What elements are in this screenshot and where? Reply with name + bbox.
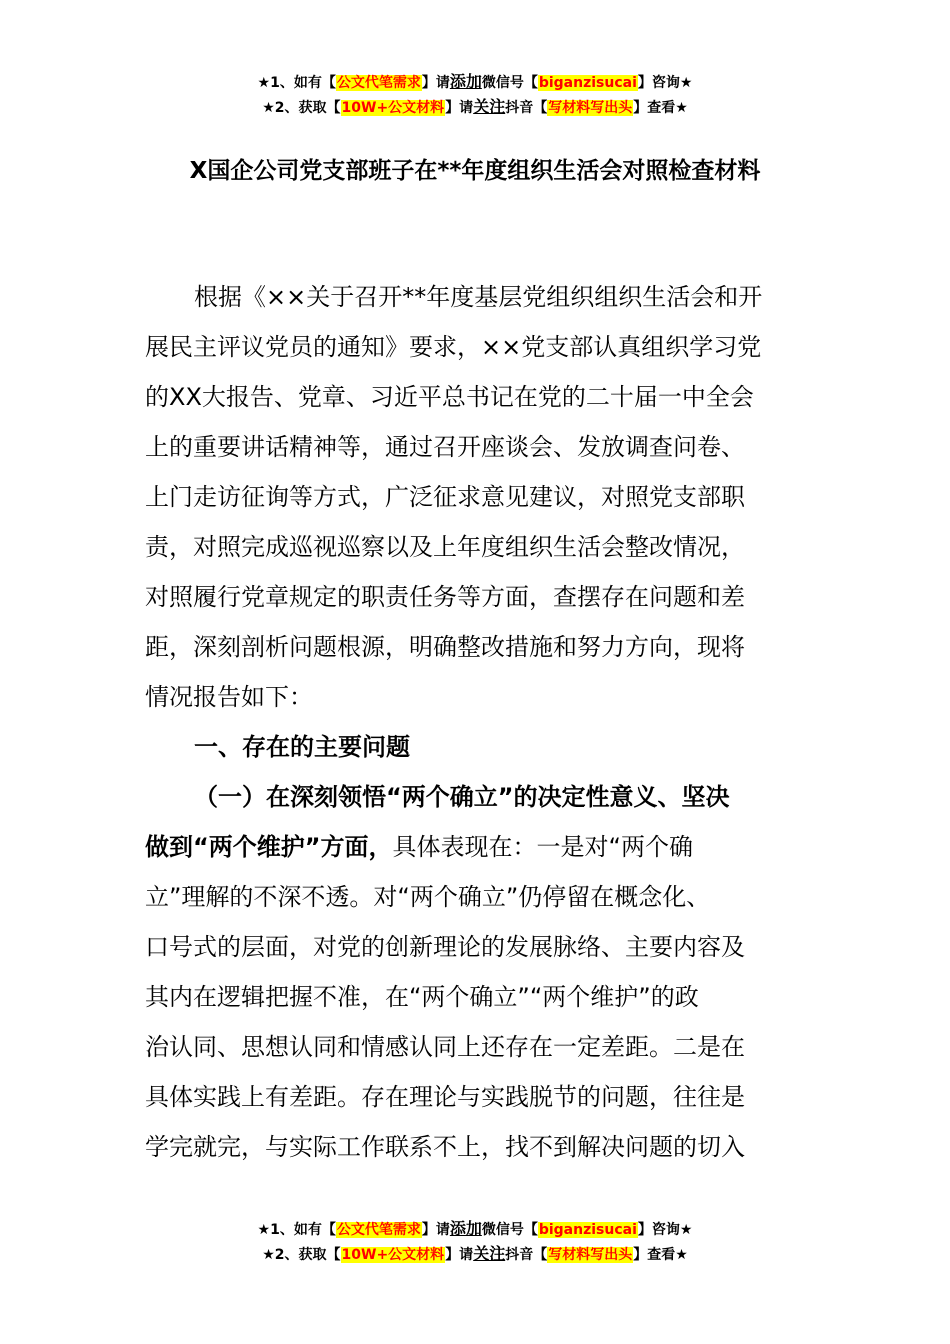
banner-text: 】咨询★	[637, 1222, 693, 1238]
banner-text: ★2、获取【	[262, 1247, 341, 1263]
banner-text: 抖音【	[505, 100, 548, 116]
emphasis-add: 添加	[449, 1219, 482, 1238]
subsection-heading-cont: 做到“两个维护”方面，	[145, 833, 393, 861]
banner-text: 】咨询★	[637, 75, 693, 91]
highlight-wechat-id: biganzisucai	[538, 75, 637, 91]
intro-line: 距，深刻剖析问题根源，明确整改措施和努力方向，现将	[145, 633, 745, 661]
subsection-line: 治认同、思想认同和情感认同上还存在一定差距。二是在	[145, 1033, 745, 1061]
document-title: X国企公司党支部班子在**年度组织生活会对照检查材料	[189, 158, 761, 184]
emphasis-follow: 关注	[473, 1244, 506, 1263]
banner-text: ★1、如有【	[257, 75, 336, 91]
highlight-materials: 10W+公文材料	[341, 100, 445, 116]
subsection-line: 具体实践上有差距。存在理论与实践脱节的问题，往往是	[145, 1083, 745, 1111]
highlight-service: 公文代笔需求	[336, 1222, 421, 1238]
banner-text: ★1、如有【	[257, 1222, 336, 1238]
header-banner	[0, 70, 950, 120]
banner-text: 微信号【	[481, 75, 538, 91]
intro-line: 上门走访征询等方式，广泛征求意见建议，对照党支部职	[145, 483, 745, 511]
intro-line: 的XX大报告、党章、习近平总书记在党的二十届一中全会	[145, 383, 754, 411]
banner-text: 】请	[445, 1247, 474, 1263]
intro-line: 根据《××关于召开**年度基层党组织组织生活会和开	[194, 283, 763, 311]
intro-line: 情况报告如下：	[145, 683, 313, 711]
subsection-line: 学完就完，与实际工作联系不上，找不到解决问题的切入	[145, 1133, 745, 1161]
subsection-text: 具体表现在：一是对“两个确	[392, 833, 693, 861]
banner-line-1	[0, 70, 950, 95]
emphasis-add: 添加	[449, 72, 482, 91]
banner-line-1	[0, 1217, 950, 1242]
banner-text: 】请	[445, 100, 474, 116]
banner-text: 】查看★	[633, 1247, 688, 1263]
subsection-line: 立”理解的不深不透。对“两个确立”仍停留在概念化、	[145, 883, 711, 911]
banner-line-2	[0, 95, 950, 120]
banner-text: 】请	[421, 75, 450, 91]
subsection-line	[145, 822, 807, 872]
intro-line: 展民主评议党员的通知》要求，××党支部认真组织学习党	[145, 333, 762, 361]
banner-text: 】查看★	[633, 100, 688, 116]
subsection-line: 口号式的层面，对党的创新理论的发展脉络、主要内容及	[145, 933, 745, 961]
section-heading: 一、存在的主要问题	[194, 733, 410, 761]
subsection-heading: （一）在深刻领悟“两个确立”的决定性意义、坚决	[194, 783, 730, 811]
footer-banner	[0, 1217, 950, 1267]
subsection-line: 其内在逻辑把握不准，在“两个确立”“两个维护”的政	[145, 983, 699, 1011]
banner-text: 抖音【	[505, 1247, 548, 1263]
intro-line: 上的重要讲话精神等，通过召开座谈会、发放调查问卷、	[145, 433, 745, 461]
banner-text: 微信号【	[481, 1222, 538, 1238]
document-body	[145, 272, 807, 1172]
highlight-materials: 10W+公文材料	[341, 1247, 445, 1263]
banner-line-2	[0, 1242, 950, 1267]
banner-text: ★2、获取【	[262, 100, 341, 116]
highlight-service: 公文代笔需求	[336, 75, 421, 91]
intro-line: 责，对照完成巡视巡察以及上年度组织生活会整改情况，	[145, 533, 745, 561]
highlight-douyin-account: 写材料写出头	[548, 100, 633, 116]
intro-line: 对照履行党章规定的职责任务等方面，查摆存在问题和差	[145, 583, 745, 611]
highlight-wechat-id: biganzisucai	[538, 1222, 637, 1238]
emphasis-follow: 关注	[473, 97, 506, 116]
banner-text: 】请	[421, 1222, 450, 1238]
highlight-douyin-account: 写材料写出头	[548, 1247, 633, 1263]
